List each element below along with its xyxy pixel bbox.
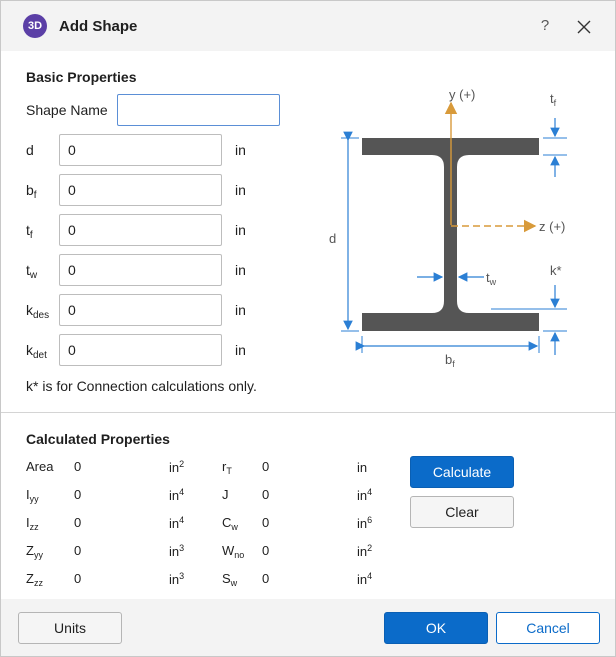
rt-unit: in [357,460,368,475]
kdes-input[interactable] [59,294,222,326]
kdet-input[interactable] [59,334,222,366]
tf-unit: in [235,222,246,238]
bf-dimension-label: $b_f$ [445,352,455,369]
cw-value: 0 [262,515,270,530]
title-bar [1,1,615,51]
sw-value: 0 [262,571,270,586]
tw-label: $t_w$ [26,262,38,281]
cw-label: $C_w$ [222,515,238,532]
tw-dimension-label: $t_w$ [486,270,497,287]
connection-note: k* is for Connection calculations only. [26,378,257,394]
basic-properties-heading: Basic Properties [26,69,137,85]
kdes-label: $k_{des}$ [26,302,50,321]
iyy-label: $I_{yy}$ [26,487,39,504]
kdes-unit: in [235,302,246,318]
clear-button[interactable]: Clear [410,496,514,528]
zyy-unit: $in^3$ [169,543,185,559]
d-unit: in [235,142,246,158]
calculate-button[interactable]: Calculate [410,456,514,488]
zyy-value: 0 [74,543,82,558]
iyy-value: 0 [74,487,82,502]
close-icon[interactable] [573,16,595,38]
shape-name-input[interactable] [117,94,280,126]
tw-unit: in [235,262,246,278]
dialog-footer [1,599,615,656]
units-button[interactable]: Units [18,612,122,644]
bf-label: $b_f$ [26,182,37,201]
dialog-title: Add Shape [59,18,138,35]
wno-value: 0 [262,543,270,558]
cancel-button[interactable]: Cancel [496,612,600,644]
izz-label: $I_{zz}$ [26,515,39,532]
zyy-label: $Z_{yy}$ [26,543,43,560]
j-value: 0 [262,487,270,502]
iyy-unit: $in^4$ [169,487,185,503]
tw-input[interactable] [59,254,222,286]
bf-input[interactable] [59,174,222,206]
j-label: J [222,487,229,502]
calculated-properties-heading: Calculated Properties [26,431,170,447]
wno-unit: $in^2$ [357,543,373,559]
cw-unit: $in^6$ [357,515,373,531]
k-dimension-label: k* [550,263,562,278]
area-label: Area [26,459,54,474]
ok-button[interactable]: OK [384,612,488,644]
kdet-unit: in [235,342,246,358]
y-axis-label: y (+) [449,87,476,102]
z-axis-label: z (+) [539,219,566,234]
area-unit: $in^2$ [169,459,185,475]
shape-name-label: Shape Name [26,102,108,118]
rt-value: 0 [262,459,270,474]
help-button[interactable]: ? [540,17,550,34]
area-value: 0 [74,459,82,474]
j-unit: $in^4$ [357,487,373,503]
tf-dimension-label: $t_f$ [550,91,557,108]
kdet-label: $k_{det}$ [26,342,47,361]
d-input[interactable] [59,134,222,166]
izz-unit: $in^4$ [169,515,185,531]
d-label: d [26,142,34,158]
izz-value: 0 [74,515,82,530]
tf-input[interactable] [59,214,222,246]
d-dimension-label: d [329,231,337,246]
wno-label: $W_{no}$ [222,543,245,560]
sw-label: $S_w$ [222,571,238,588]
section-divider [1,412,615,413]
zzz-label: $Z_{zz}$ [26,571,43,588]
zzz-value: 0 [74,571,82,586]
bf-unit: in [235,182,246,198]
rt-label: $r_T$ [222,459,232,476]
tf-label: $t_f$ [26,222,33,241]
i-beam-diagram [319,83,589,373]
sw-unit: $in^4$ [357,571,373,587]
app-3d-icon: 3D [23,14,47,38]
zzz-unit: $in^3$ [169,571,185,587]
